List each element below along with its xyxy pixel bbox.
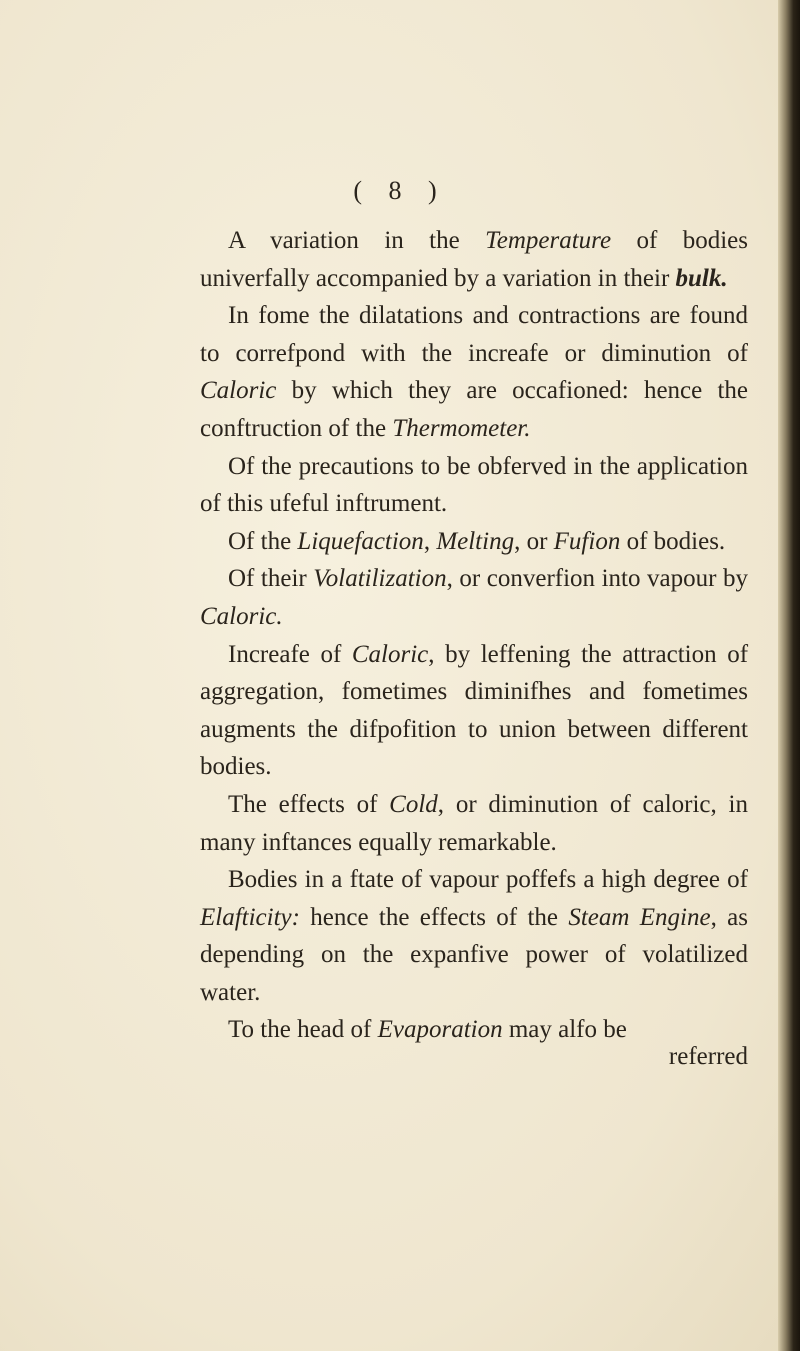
text-run: may alfo be xyxy=(502,1016,627,1044)
italic-term: Elafticity: xyxy=(200,903,300,931)
italic-term: Steam Engine xyxy=(568,903,711,931)
italic-term: Melting xyxy=(436,527,515,555)
paragraph xyxy=(200,636,748,786)
paragraph xyxy=(200,523,748,561)
italic-term: Volatilization xyxy=(313,565,447,593)
italic-term: Cold xyxy=(389,790,438,818)
text-run: To the head of xyxy=(228,1016,378,1044)
catchword: referred xyxy=(668,1043,748,1070)
italic-term: Thermometer. xyxy=(392,414,531,442)
italic-term: bulk. xyxy=(675,264,728,292)
paragraph xyxy=(200,297,748,447)
italic-term: Fufion xyxy=(553,527,621,555)
text-run: , or converfion into vapour by xyxy=(446,565,748,593)
italic-term: Liquefaction xyxy=(297,527,424,555)
text-run: Increafe of xyxy=(228,640,352,668)
page-text xyxy=(200,222,748,1049)
text-run: A variation in the xyxy=(228,227,486,254)
text-run: Of the xyxy=(228,527,298,555)
text-run: of bodies univerfally accompanied by a variation in their xyxy=(200,227,748,292)
text-run: In fome the dilatations and contractions are found to correfpond with the increafe or diminution of xyxy=(200,302,748,367)
text-run: , by leffening the attraction of aggregation, fometimes diminifhes and fometimes augments the difpofition to union between different bodies. xyxy=(200,640,749,781)
italic-term: Caloric. xyxy=(200,602,283,630)
text-run: of bodies. xyxy=(620,527,726,555)
page-number: ( 8 ) xyxy=(353,176,447,205)
text-run: , or xyxy=(514,527,554,555)
paragraph xyxy=(200,560,748,635)
text-run: The effects of xyxy=(228,790,390,818)
text-run: by which they are occafioned: hence the conftruction of the xyxy=(200,377,748,442)
text-run: Of their xyxy=(228,565,314,593)
paragraph xyxy=(200,786,748,861)
text-run: , xyxy=(423,527,437,555)
text-run: hence the effects of the xyxy=(299,903,569,931)
text-run: Of the precautions to be obferved in the application of this ufeful inftrument. xyxy=(200,452,748,518)
paragraph xyxy=(200,448,748,523)
text-run: Bodies in a ftate of vapour poffefs a high degree of xyxy=(228,866,748,894)
text-run: , as depending on the expanfive power of volatilized water. xyxy=(200,903,748,1006)
italic-term: Caloric xyxy=(200,377,277,405)
paragraph xyxy=(200,222,748,297)
text-run: , or diminution of caloric, in many inftances equally remarkable. xyxy=(200,790,748,856)
italic-term: Temperature xyxy=(485,227,612,254)
italic-term: Evaporation xyxy=(377,1016,503,1044)
paragraph xyxy=(200,861,748,1011)
italic-term: Caloric xyxy=(351,640,429,668)
